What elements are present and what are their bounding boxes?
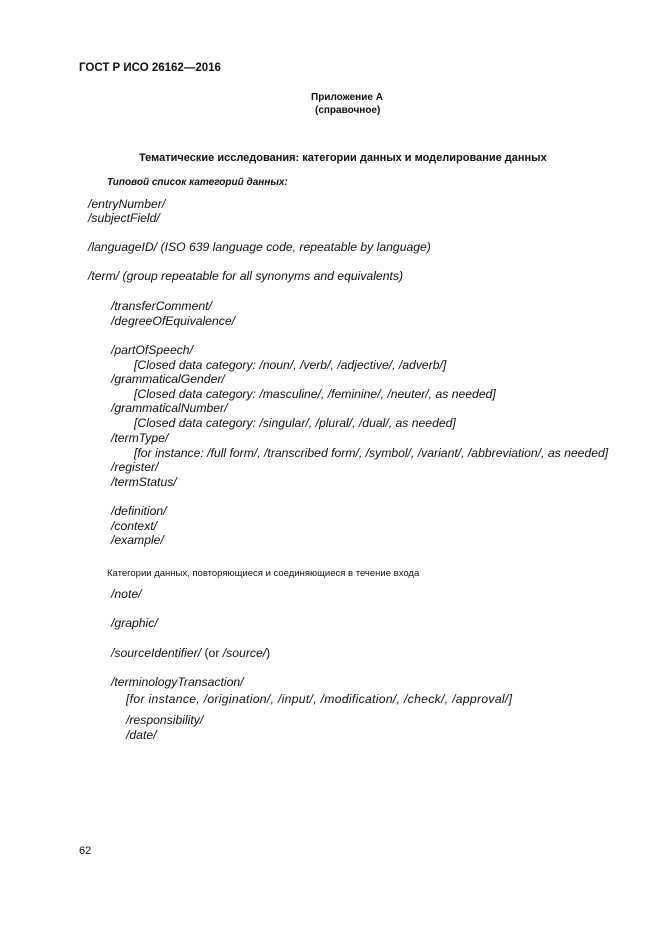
- term-type-values: [for instance: /full form/, /transcribed form/, /symbol/, /variant/, /abbreviation/, as needed]: [134, 446, 609, 460]
- graphic: /graphic/: [111, 616, 158, 630]
- term-status: /termStatus/: [111, 475, 177, 489]
- subject-field: /subjectField/: [88, 211, 160, 225]
- language-id-line: [88, 240, 431, 254]
- page-number: 62: [79, 845, 92, 857]
- section-subtitle: Типовой список категорий данных:: [107, 177, 288, 188]
- date: /date/: [126, 728, 157, 742]
- term-note: (group repeatable for all synonyms and equivalents): [119, 269, 404, 283]
- part-of-speech: /partOfSpeech/: [111, 343, 193, 357]
- responsibility: /responsibility/: [126, 713, 204, 727]
- register: /register/: [111, 460, 159, 474]
- transfer-comment: /transferComment/: [111, 299, 212, 313]
- source-identifier: /sourceIdentifier/: [111, 646, 202, 660]
- term-line: [88, 269, 403, 283]
- standard-id: ГОСТ Р ИСО 26162—2016: [79, 62, 221, 74]
- definition: /definition/: [111, 504, 167, 518]
- source-identifier-or: (or: [201, 646, 223, 660]
- grammatical-gender-values: [Closed data category: /masculine/, /feminine/, /neuter/, as needed]: [134, 387, 496, 401]
- language-id: /languageID/: [88, 240, 158, 254]
- source-close: ): [266, 646, 271, 660]
- source: /source/: [222, 646, 267, 660]
- language-id-note: (ISO 639 language code, repeatable by language): [157, 240, 431, 254]
- example: /example/: [111, 533, 164, 547]
- context: /context/: [111, 519, 158, 533]
- grammatical-number-values: [Closed data category: /singular/, /plural/, /dual/, as needed]: [134, 416, 456, 430]
- repeating-note: Категории данных, повторяющиеся и соединяющиеся в течение входа: [107, 568, 420, 579]
- entry-number: /entryNumber/: [88, 197, 166, 211]
- grammatical-gender: /grammaticalGender/: [111, 372, 225, 386]
- part-of-speech-values: [Closed data category: /noun/, /verb/, /adjective/, /adverb/]: [134, 358, 447, 372]
- degree-of-equivalence: /degreeOfEquivalence/: [111, 314, 235, 328]
- grammatical-number: /grammaticalNumber/: [111, 401, 228, 415]
- terminology-transaction: /terminologyTransaction/: [111, 675, 244, 689]
- appendix-note: (справочное): [315, 105, 381, 116]
- term-type: /termType/: [111, 431, 169, 445]
- section-title: Тематические исследования: категории данных и моделирование данных: [139, 152, 547, 164]
- note: /note/: [111, 587, 142, 601]
- term: /term/: [88, 269, 120, 283]
- source-identifier-line: [111, 646, 270, 660]
- transaction-values: [for instance, /origination/, /input/, /modification/, /check/, /approval/]: [126, 692, 513, 706]
- appendix-title: Приложение А: [311, 92, 383, 103]
